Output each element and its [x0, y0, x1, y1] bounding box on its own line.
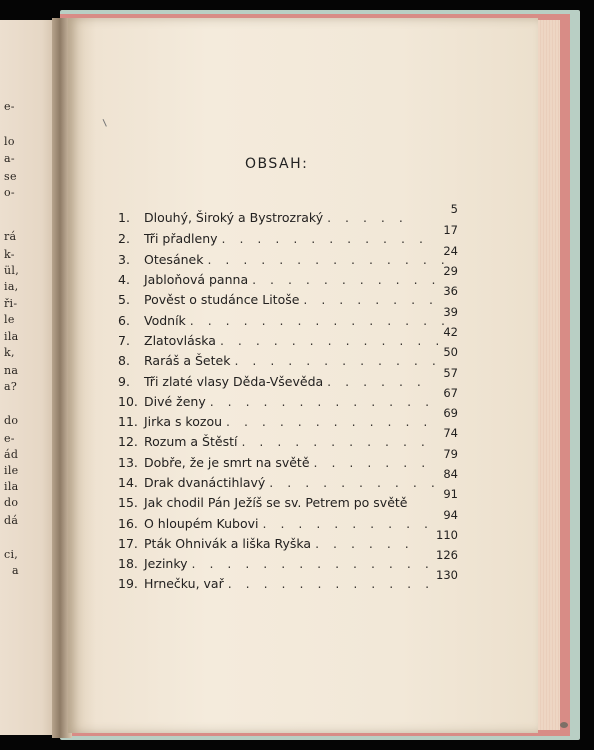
toc-page-number: 126: [436, 548, 458, 562]
toc-page-number: 42: [443, 325, 458, 339]
toc-entry-number: 11.: [118, 414, 138, 429]
toc-entry-title: Rozum a Štěstí: [144, 434, 238, 449]
left-page-fragment: a: [12, 564, 19, 577]
toc-entry: [118, 345, 458, 371]
left-page-fragment: e-: [4, 100, 15, 113]
toc-entry-title: Divé ženy: [144, 394, 206, 409]
toc-entry-number: 16.: [118, 516, 138, 531]
toc-entry-title: Jabloňová panna: [144, 272, 249, 287]
toc-entry: [118, 366, 458, 392]
toc-entry: [118, 325, 458, 351]
toc-entry: [118, 426, 458, 452]
toc-entry-number: 17.: [118, 536, 138, 551]
toc-page-number: 79: [443, 447, 458, 461]
toc-entry-number: 9.: [118, 374, 130, 389]
toc-page-number: 50: [443, 345, 458, 359]
toc-leader-dots: . . . . . . . . . . . .: [221, 231, 428, 246]
toc-page-number: 29: [443, 264, 458, 278]
left-page-fragment: k-: [4, 248, 15, 261]
toc-entry-number: 18.: [118, 556, 138, 571]
left-page-fragment: ři-: [4, 297, 18, 310]
toc-page-number: 24: [443, 244, 458, 258]
left-page-fragment: ila: [4, 330, 19, 343]
toc-entry-number: 8.: [118, 353, 130, 368]
toc-entry-title: Pověst o studánce Litoše: [144, 292, 300, 307]
toc-entry: [118, 305, 458, 331]
toc-leader-dots: . . . . . . . . . . . .: [226, 414, 433, 429]
toc-leader-dots: . . . . . . . . . .: [269, 475, 440, 490]
toc-entry-title: Tři přadleny: [144, 231, 218, 246]
left-page-fragment: na: [4, 364, 19, 377]
toc-leader-dots: . . . . . . . . . . . . . .: [191, 556, 434, 571]
toc-leader-dots: . . . . . . . .: [303, 292, 439, 307]
toc-entry: [118, 223, 458, 249]
toc-entry: [118, 406, 458, 432]
toc-page-number: 17: [443, 223, 458, 237]
toc-entry-number: 10.: [118, 394, 138, 409]
left-page-fragment: o-: [4, 186, 15, 199]
toc-entry-title: Jak chodil Pán Ježíš se sv. Petrem po světě: [144, 495, 408, 510]
toc-entry-title: Jirka s kozou: [144, 414, 223, 429]
left-page-fragment: ci,: [4, 548, 19, 561]
toc-page-number: 36: [443, 284, 458, 298]
toc-entry-number: 5.: [118, 292, 130, 307]
left-page-fragment: do: [4, 496, 19, 509]
toc-page-number: 69: [443, 406, 458, 420]
toc-entry-title: Dobře, že je smrt na světě: [144, 455, 310, 470]
left-page-fragment: ád: [4, 448, 19, 461]
toc-entry-title: Dlouhý, Široký a Bystrozraký: [144, 210, 324, 225]
toc-leader-dots: . . . . . . . . . . .: [241, 434, 430, 449]
toc-entry: [118, 202, 458, 228]
toc-page-number: 94: [443, 508, 458, 522]
toc-entry-number: 12.: [118, 434, 138, 449]
toc-page-number: 84: [443, 467, 458, 481]
toc-entry-title: Tři zlaté vlasy Děda-Vševěda: [144, 374, 324, 389]
toc-entry-number: 6.: [118, 313, 130, 328]
left-page-fragment: le: [4, 313, 15, 326]
toc-page-number: 5: [450, 202, 458, 216]
toc-entry-title: Zlatovláska: [144, 333, 216, 348]
toc-entry-title: Vodník: [144, 313, 186, 328]
toc-entry: [118, 467, 458, 493]
left-page-fragment: rá: [4, 230, 17, 243]
toc-entry-title: O hloupém Kubovi: [144, 516, 259, 531]
toc-leader-dots: . . . . . . . . . . . . . . .: [189, 313, 451, 328]
left-page-fragment: ile: [4, 464, 19, 477]
toc-leader-dots: . . . . . . . . . . . . . .: [207, 252, 450, 267]
left-page-fragment: e-: [4, 432, 15, 445]
stain-mark: [560, 722, 568, 728]
toc-entry-number: 13.: [118, 455, 138, 470]
toc-entry: [118, 568, 458, 594]
toc-entry-title: Jezinky: [144, 556, 188, 571]
toc-entry-title: Pták Ohnivák a liška Ryška: [144, 536, 312, 551]
toc-entry-number: 15.: [118, 495, 138, 510]
toc-entry: [118, 244, 458, 270]
toc-leader-dots: . . . . . . . . . . . . .: [219, 333, 445, 348]
toc-leader-dots: . . . . . .: [315, 536, 414, 551]
left-page-fragment: do: [4, 414, 19, 427]
toc-leader-dots: . . . . . . .: [313, 455, 431, 470]
left-page-fragment: ila: [4, 480, 19, 493]
toc-page-number: 130: [436, 568, 458, 582]
toc-page-number: 74: [443, 426, 458, 440]
left-page-fragment: ia,: [4, 280, 19, 293]
left-page-fragment: lo: [4, 135, 15, 148]
toc-entry: [118, 548, 458, 574]
toc-entry-title: Drak dvanáctihlavý: [144, 475, 266, 490]
toc-entry-number: 1.: [118, 210, 130, 225]
toc-page-number: 67: [443, 386, 458, 400]
toc-entry-number: 19.: [118, 576, 138, 591]
toc-entry: [118, 447, 458, 473]
left-page-fragment: dá: [4, 514, 19, 527]
toc-entry: [118, 284, 458, 310]
left-page-fragment: k,: [4, 346, 15, 359]
left-page-fragment: se: [4, 170, 17, 183]
toc-entry-number: 7.: [118, 333, 130, 348]
toc-page-number: 57: [443, 366, 458, 380]
toc-entry: [118, 508, 458, 534]
toc-leader-dots: . . . . .: [327, 210, 408, 225]
toc-entry-number: 14.: [118, 475, 138, 490]
toc-entry-number: 2.: [118, 231, 130, 246]
toc-leader-dots: . . . . . .: [327, 374, 426, 389]
toc-entry-number: 3.: [118, 252, 130, 267]
toc-entry-title: Hrnečku, vař: [144, 576, 224, 591]
left-page-fragment: ül,: [4, 264, 19, 277]
toc-entry-title: Raráš a Šetek: [144, 353, 231, 368]
toc-leader-dots: . . . . . . . . . . . .: [234, 353, 441, 368]
toc-leader-dots: . . . . . . . . . .: [262, 516, 433, 531]
toc-entry: [118, 487, 458, 513]
toc-leader-dots: . . . . . . . . . . . .: [227, 576, 435, 591]
toc-entry-number: 4.: [118, 272, 130, 287]
toc-page-number: 91: [443, 487, 458, 501]
toc-leader-dots: . . . . . . . . . . . . .: [209, 394, 435, 409]
toc-entry: [118, 264, 458, 290]
toc-entry: [118, 528, 458, 554]
left-page-fragment: a?: [4, 380, 18, 393]
page-title: OBSAH:: [245, 156, 309, 172]
toc-entry: [118, 386, 458, 412]
left-page-fragment: a-: [4, 152, 15, 165]
toc-entry-title: Otesánek: [144, 252, 204, 267]
toc-page-number: 110: [436, 528, 458, 542]
toc-leader-dots: . . . . . . . . . . .: [252, 272, 441, 287]
toc-page-number: 39: [443, 305, 458, 319]
